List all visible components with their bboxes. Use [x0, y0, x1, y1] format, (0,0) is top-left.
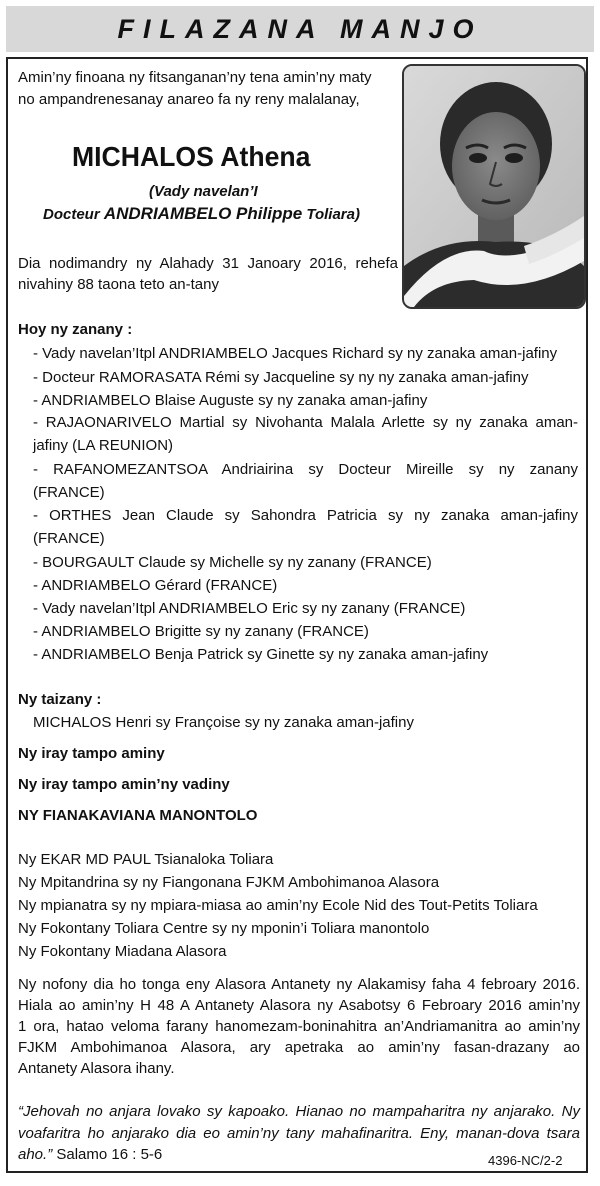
children-line-1: - Vady navelan’Itpl ANDRIAMBELO Jacques Richard sy ny zanaka aman-jafiny: [33, 345, 558, 362]
notice-header-banner: [6, 6, 594, 52]
organization-line-5: Ny Fokontany Miadana Alasora: [18, 943, 227, 960]
children-line-7: - BOURGAULT Claude sy Michelle sy ny zanany (FRANCE): [33, 554, 432, 571]
verse-reference: Salamo 16 : 5-6: [52, 1146, 163, 1163]
children-line-8: - ANDRIAMBELO Gérard (FRANCE): [33, 577, 278, 594]
children-line-3: - ANDRIAMBELO Blaise Auguste sy ny zanaka aman-jafiny: [33, 392, 428, 409]
children-line-5-cont: (FRANCE): [33, 484, 105, 501]
verse-line-3: [18, 1145, 162, 1165]
death-notice-line-1: Dia nodimandry ny Alahady 31 Janoary 2016, rehefa: [18, 255, 398, 272]
children-line-6-cont: (FRANCE): [33, 530, 105, 547]
deceased-name: MICHALOS Athena: [72, 141, 311, 172]
organization-line-4: Ny Fokontany Toliara Centre sy ny mponin’i Toliara manontolo: [18, 920, 430, 937]
family-line-3: NY FIANAKAVIANA MANONTOLO: [18, 807, 258, 824]
organization-line-3: Ny mpianatra sy ny mpiara-miasa ao amin’ny Ecole Nid des Tout-Petits Toliara: [18, 897, 538, 914]
spouse-title: Docteur: [43, 206, 104, 223]
intro-line-1: Amin’ny finoana ny fitsanganan’ny tena amin’ny maty: [18, 69, 372, 86]
children-heading: Hoy ny zanany :: [18, 321, 133, 338]
verse-ending: aho.”: [18, 1146, 53, 1163]
children-line-5: - RAFANOMEZANTSOA Andriairina sy Docteur Mireille sy ny zanany: [33, 461, 578, 478]
children-line-9: - Vady navelan’Itpl ANDRIAMBELO Eric sy ny zanany (FRANCE): [33, 600, 466, 617]
funeral-line-5: Antanety Alasora ihany.: [18, 1060, 175, 1077]
spouse-line-2: [43, 204, 360, 225]
siblings-line: MICHALOS Henri sy Françoise sy ny zanaka aman-jafiny: [33, 714, 414, 731]
portrait-image: [404, 66, 584, 307]
family-line-2: Ny iray tampo amin’ny vadiny: [18, 776, 230, 793]
portrait-photo: [402, 64, 586, 309]
funeral-line-1: Ny nofony dia ho tonga eny Alasora Antanety ny Alakamisy faha 4 febroary 2016.: [18, 976, 580, 993]
reference-code: 4396-NC/2-2: [488, 1153, 563, 1168]
spouse-name: ANDRIAMBELO Philippe: [103, 204, 303, 223]
verse-line-2: voafaritra ho anjarako dia eo amin’ny tany mahafinaritra. Eny, manan-dova tsara: [18, 1125, 580, 1142]
siblings-heading: Ny taizany :: [18, 691, 102, 708]
notice-title: FILAZANA MANJO: [117, 13, 483, 44]
family-line-1: Ny iray tampo aminy: [18, 745, 165, 762]
funeral-line-2: Hiala ao amin’ny H 48 A Antanety Alasora ny Asabotsy 6 Febroary 2016 amin’ny: [18, 997, 580, 1014]
spouse-location: Toliara): [302, 206, 360, 223]
verse-line-1: “Jehovah no anjara lovako sy kapoako. Hianao no mampaharitra ny anjarako. Ny: [18, 1103, 580, 1120]
children-line-4: - RAJAONARIVELO Martial sy Nivohanta Malala Arlette sy ny zanaka aman-: [33, 414, 578, 431]
death-notice-line-2: nivahiny 88 taona teto an-tany: [18, 276, 219, 293]
funeral-line-3: 1 ora, hatao veloma farany hanomezam-boninahitra an’Andriamanitra ao amin’ny: [18, 1018, 580, 1035]
organization-line-2: Ny Mpitandrina sy ny Fiangonana FJKM Ambohimanoa Alasora: [18, 874, 440, 891]
children-line-6: - ORTHES Jean Claude sy Sahondra Patricia sy ny zanaka aman-jafiny: [33, 507, 578, 524]
children-line-11: - ANDRIAMBELO Benja Patrick sy Ginette sy ny zanaka aman-jafiny: [33, 646, 489, 663]
spouse-line-1: (Vady navelan’I: [149, 183, 258, 200]
funeral-line-4: FJKM Ambohimanoa Alasora, ary apetraka ao amin’ny fasan-drazany ao: [18, 1039, 580, 1056]
organization-line-1: Ny EKAR MD PAUL Tsianaloka Toliara: [18, 851, 274, 868]
children-line-4-cont: jafiny (LA REUNION): [33, 437, 174, 454]
intro-line-2: no ampandrenesanay anareo fa ny reny malalanay,: [18, 91, 360, 108]
children-line-2: - Docteur RAMORASATA Rémi sy Jacqueline sy ny ny zanaka aman-jafiny: [33, 369, 529, 386]
children-line-10: - ANDRIAMBELO Brigitte sy ny zanany (FRANCE): [33, 623, 369, 640]
